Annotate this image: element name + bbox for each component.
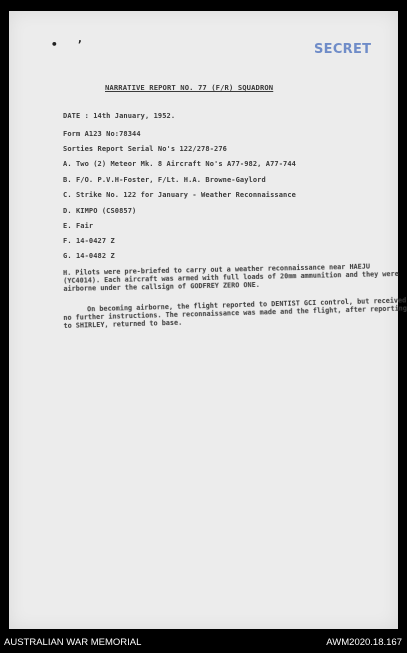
- caption-institution: AUSTRALIAN WAR MEMORIAL: [4, 637, 142, 648]
- document-page: [9, 11, 407, 629]
- item-d: D. KIMPO (CS0857): [63, 207, 137, 215]
- paragraph-h: H. Pilots were pre-briefed to carry out a weather reconnaissance near HAEJU (YC4014). Each aircraft was armed with full loads of 20mm ammunition and they were airborne under the callsign of GODFREY ZERO ONE.: [63, 262, 399, 293]
- sorties-line: Sorties Report Serial No's 122/278-276: [63, 145, 227, 153]
- caption-accession: AWM2020.18.167: [326, 637, 402, 648]
- item-b: B. F/O. P.V.H-Foster, F/Lt. H.A. Browne-Gaylord: [63, 176, 266, 184]
- form-line: Form A123 No:78344: [63, 130, 141, 138]
- report-title: NARRATIVE REPORT NO. 77 (F/R) SQUADRON: [105, 83, 274, 92]
- item-c: C. Strike No. 122 for January - Weather Reconnaissance: [63, 191, 296, 199]
- secret-stamp: SECRET: [314, 42, 372, 57]
- pencil-marks: • ʼ: [51, 38, 89, 51]
- item-g: G. 14-0482 Z: [63, 252, 115, 260]
- item-e: E. Fair: [63, 222, 94, 230]
- paragraph-2: On becoming airborne, the flight reported to DENTIST GCI control, but received no further instructions. The reconnaissance was made and the flight, after reporting to SHIRLEY, returned to base.: [63, 296, 407, 330]
- item-a: A. Two (2) Meteor Mk. 8 Aircraft No's A77-982, A77-744: [63, 160, 296, 168]
- date-line: DATE : 14th January, 1952.: [63, 112, 176, 120]
- item-f: F. 14-0427 Z: [63, 237, 115, 245]
